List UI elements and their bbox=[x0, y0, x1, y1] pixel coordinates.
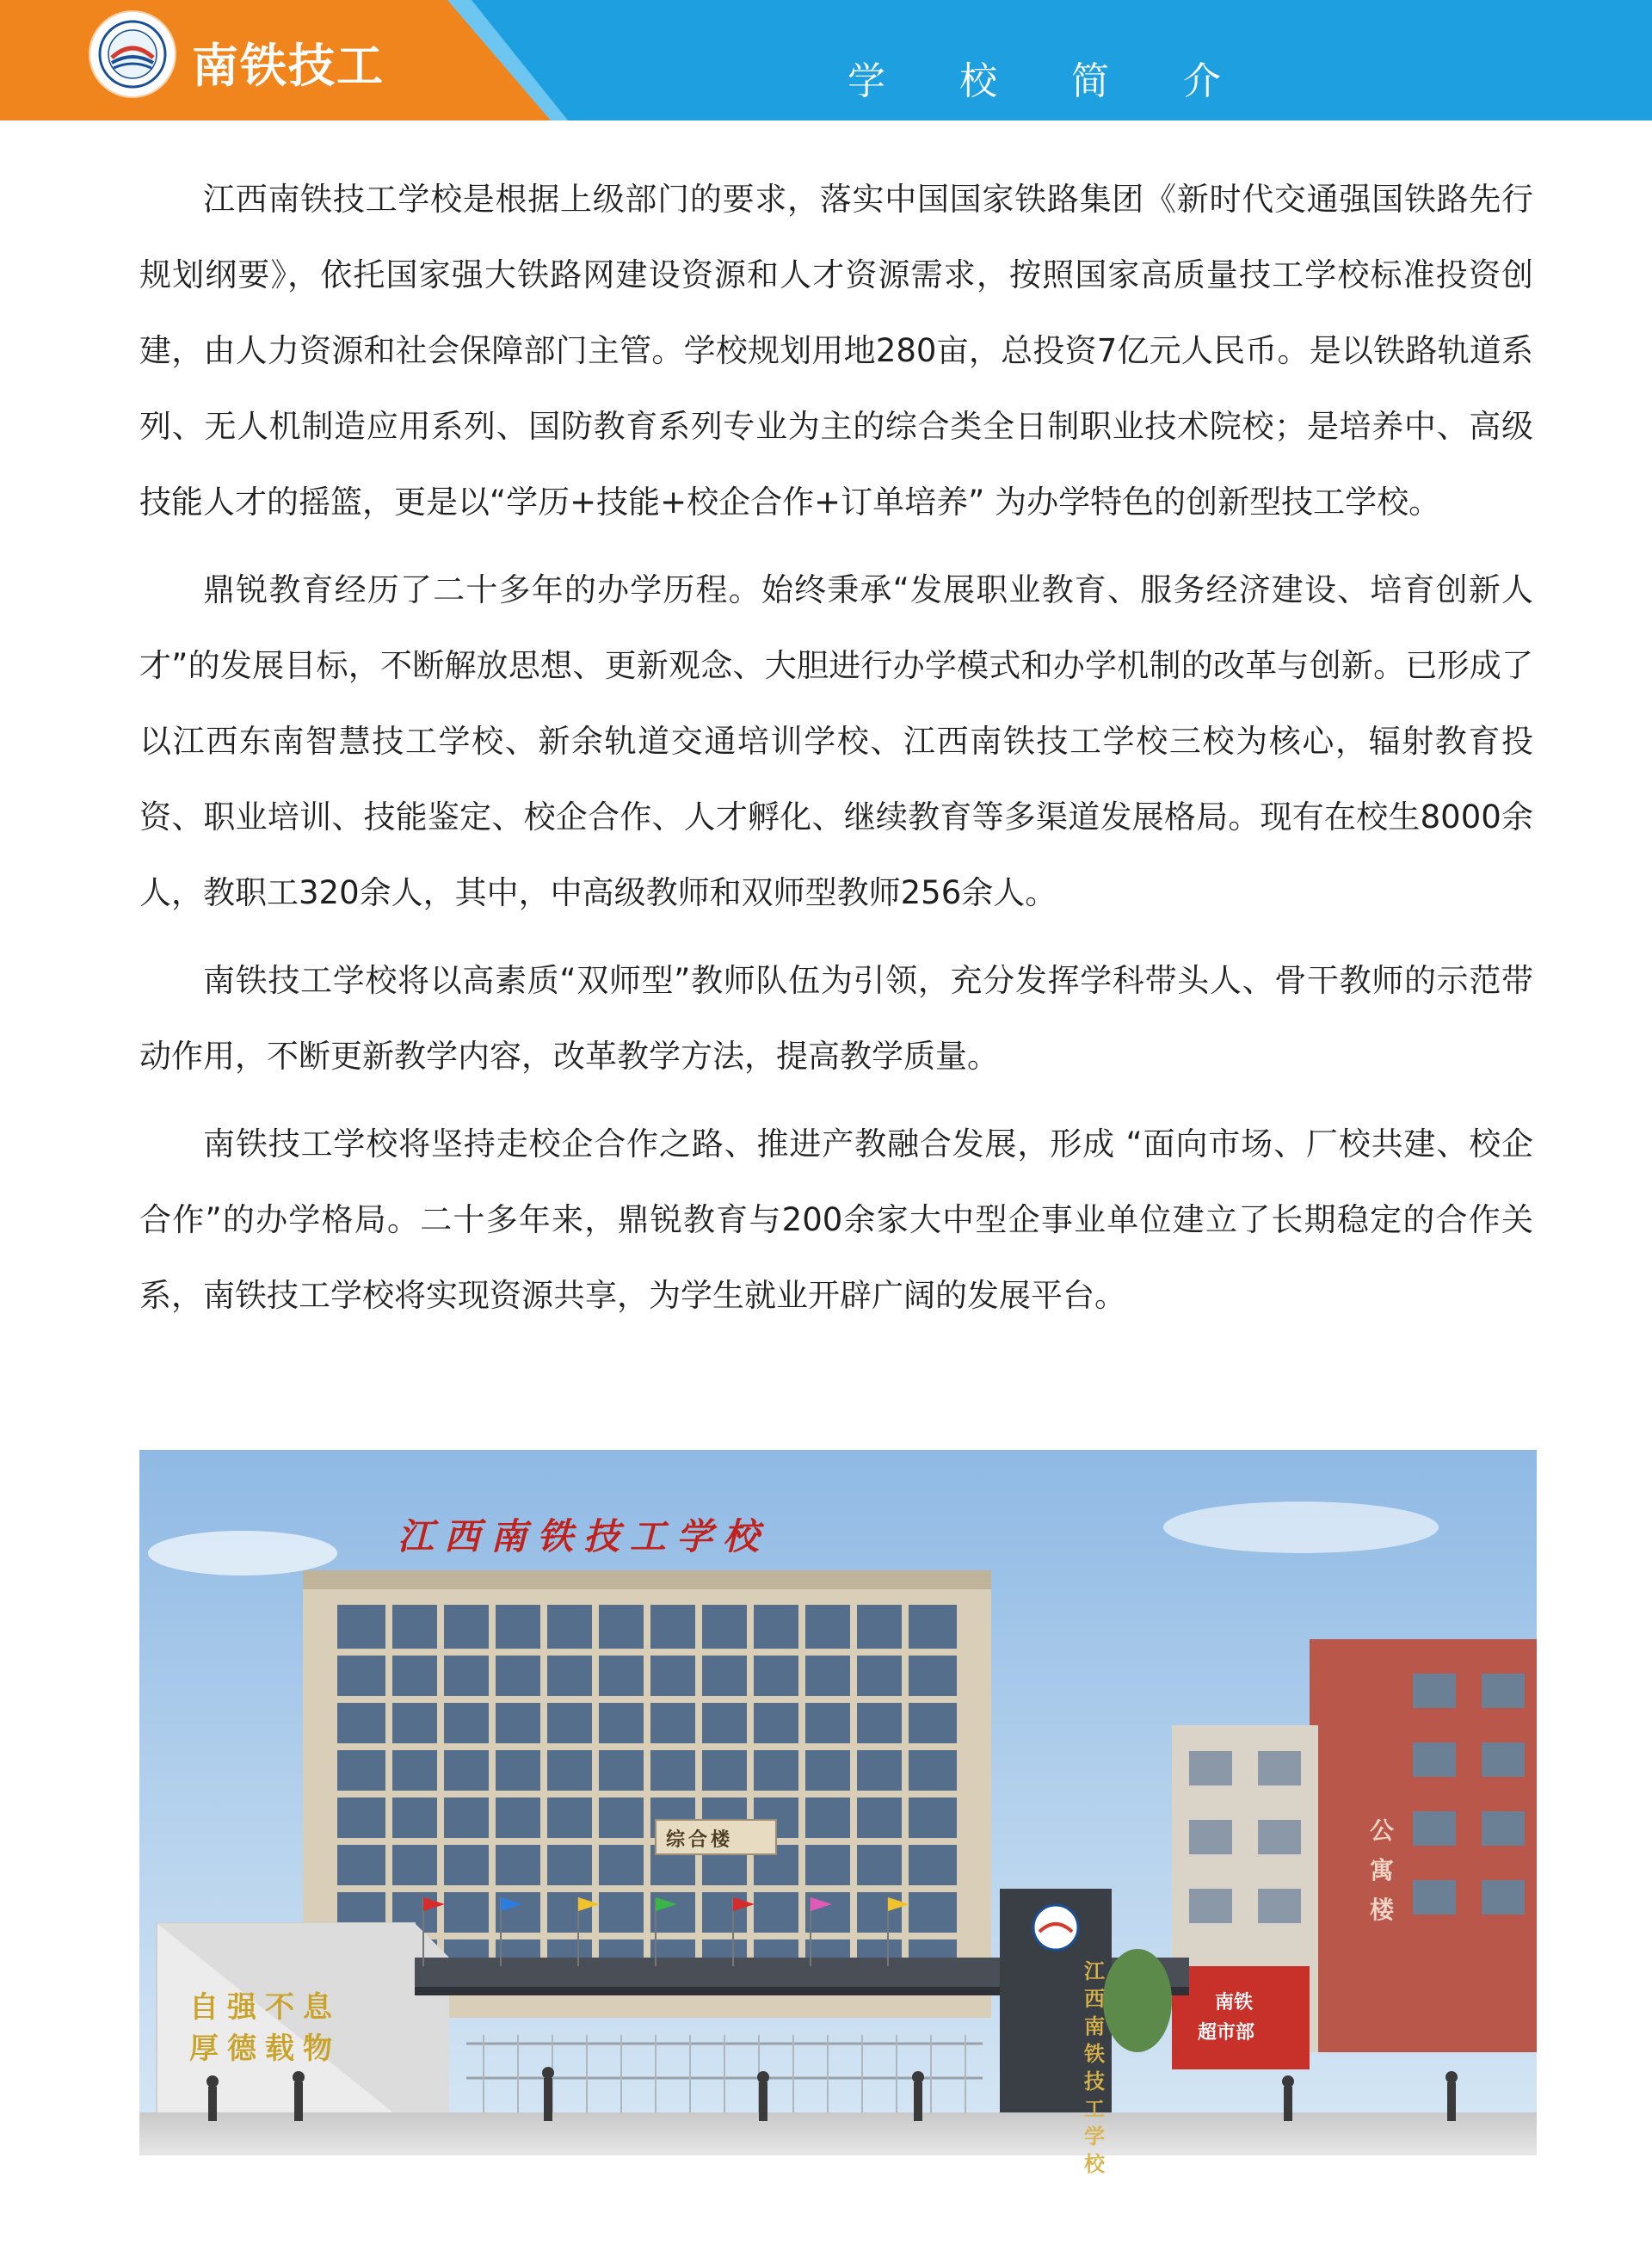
gate-vertical-sign: 江西南铁技工学校 bbox=[1084, 1958, 1105, 2176]
paragraph-4: 南铁技工学校将坚持走校企合作之路、推进产教融合发展，形成 “面向市场、厂校共建、校企合作”的办学格局。二十多年来，鼎锐教育与200余家大中型企事业单位建立了长期稳定的合作关系，南铁技工学校将实现资源共享，为学生就业开辟广阔的发展平台。 bbox=[139, 1125, 1533, 1314]
wall-motto-2: 厚德载物 bbox=[189, 2032, 341, 2066]
roof-sign: 江西南铁技工学校 bbox=[398, 1515, 770, 1557]
shop-sign-2: 超市部 bbox=[1198, 2021, 1255, 2044]
shop-sign-1: 南铁 bbox=[1215, 1991, 1254, 2013]
paragraph-1: 江西南铁技工学校是根据上级部门的要求，落实中国国家铁路集团《新时代交通强国铁路先行规划纲要》，依托国家强大铁路网建设资源和人才资源需求，按照国家高质量技工学校标准投资创建，由人力资源和社会保障部门主管。学校规划用地280亩，总投资7亿元人民币。是以铁路轨道系列、无人机制造应用系列、国防教育系列专业为主的综合类全日制职业技术院校；是培养中、高级技能人才的摇篮，更是以“学历+技能+校企合作+订单培养” 为办学特色的创新型技工学校。 bbox=[139, 181, 1533, 521]
brand bbox=[90, 36, 385, 93]
section-title: 学 校 简 介 bbox=[848, 59, 1252, 103]
school-logo-icon bbox=[90, 12, 175, 96]
campus-photo bbox=[139, 1450, 1537, 2176]
header-band bbox=[0, 0, 1652, 120]
paragraph-3: 南铁技工学校将以高素质“双师型”教师队伍为引领，充分发挥学科带头人、骨干教师的示范带动作用，不断更新教学内容，改革教学方法，提高教学质量。 bbox=[139, 962, 1533, 1075]
brand-name: 南铁技工 bbox=[192, 38, 385, 93]
campus-illustration bbox=[139, 1450, 1537, 2155]
building-label: 综合楼 bbox=[666, 1828, 734, 1851]
wall-motto-1: 自强不息 bbox=[189, 1990, 341, 2025]
apartment-sign: 公寓楼 bbox=[1370, 1816, 1395, 1924]
intro-content bbox=[139, 162, 1533, 1346]
paragraph-2: 鼎锐教育经历了二十多年的办学历程。始终秉承“发展职业教育、服务经济建设、培育创新人才”的发展目标，不断解放思想、更新观念、大胆进行办学模式和办学机制的改革与创新。已形成了以江西东南智慧技工学校、新余轨道交通培训学校、江西南铁技工学校三校为核心，辐射教育投资、职业培训、技能鉴定、校企合作、人才孵化、继续教育等多渠道发展格局。现有在校生8000余人，教职工320余人，其中，中高级教师和双师型教师256余人。 bbox=[139, 571, 1533, 911]
